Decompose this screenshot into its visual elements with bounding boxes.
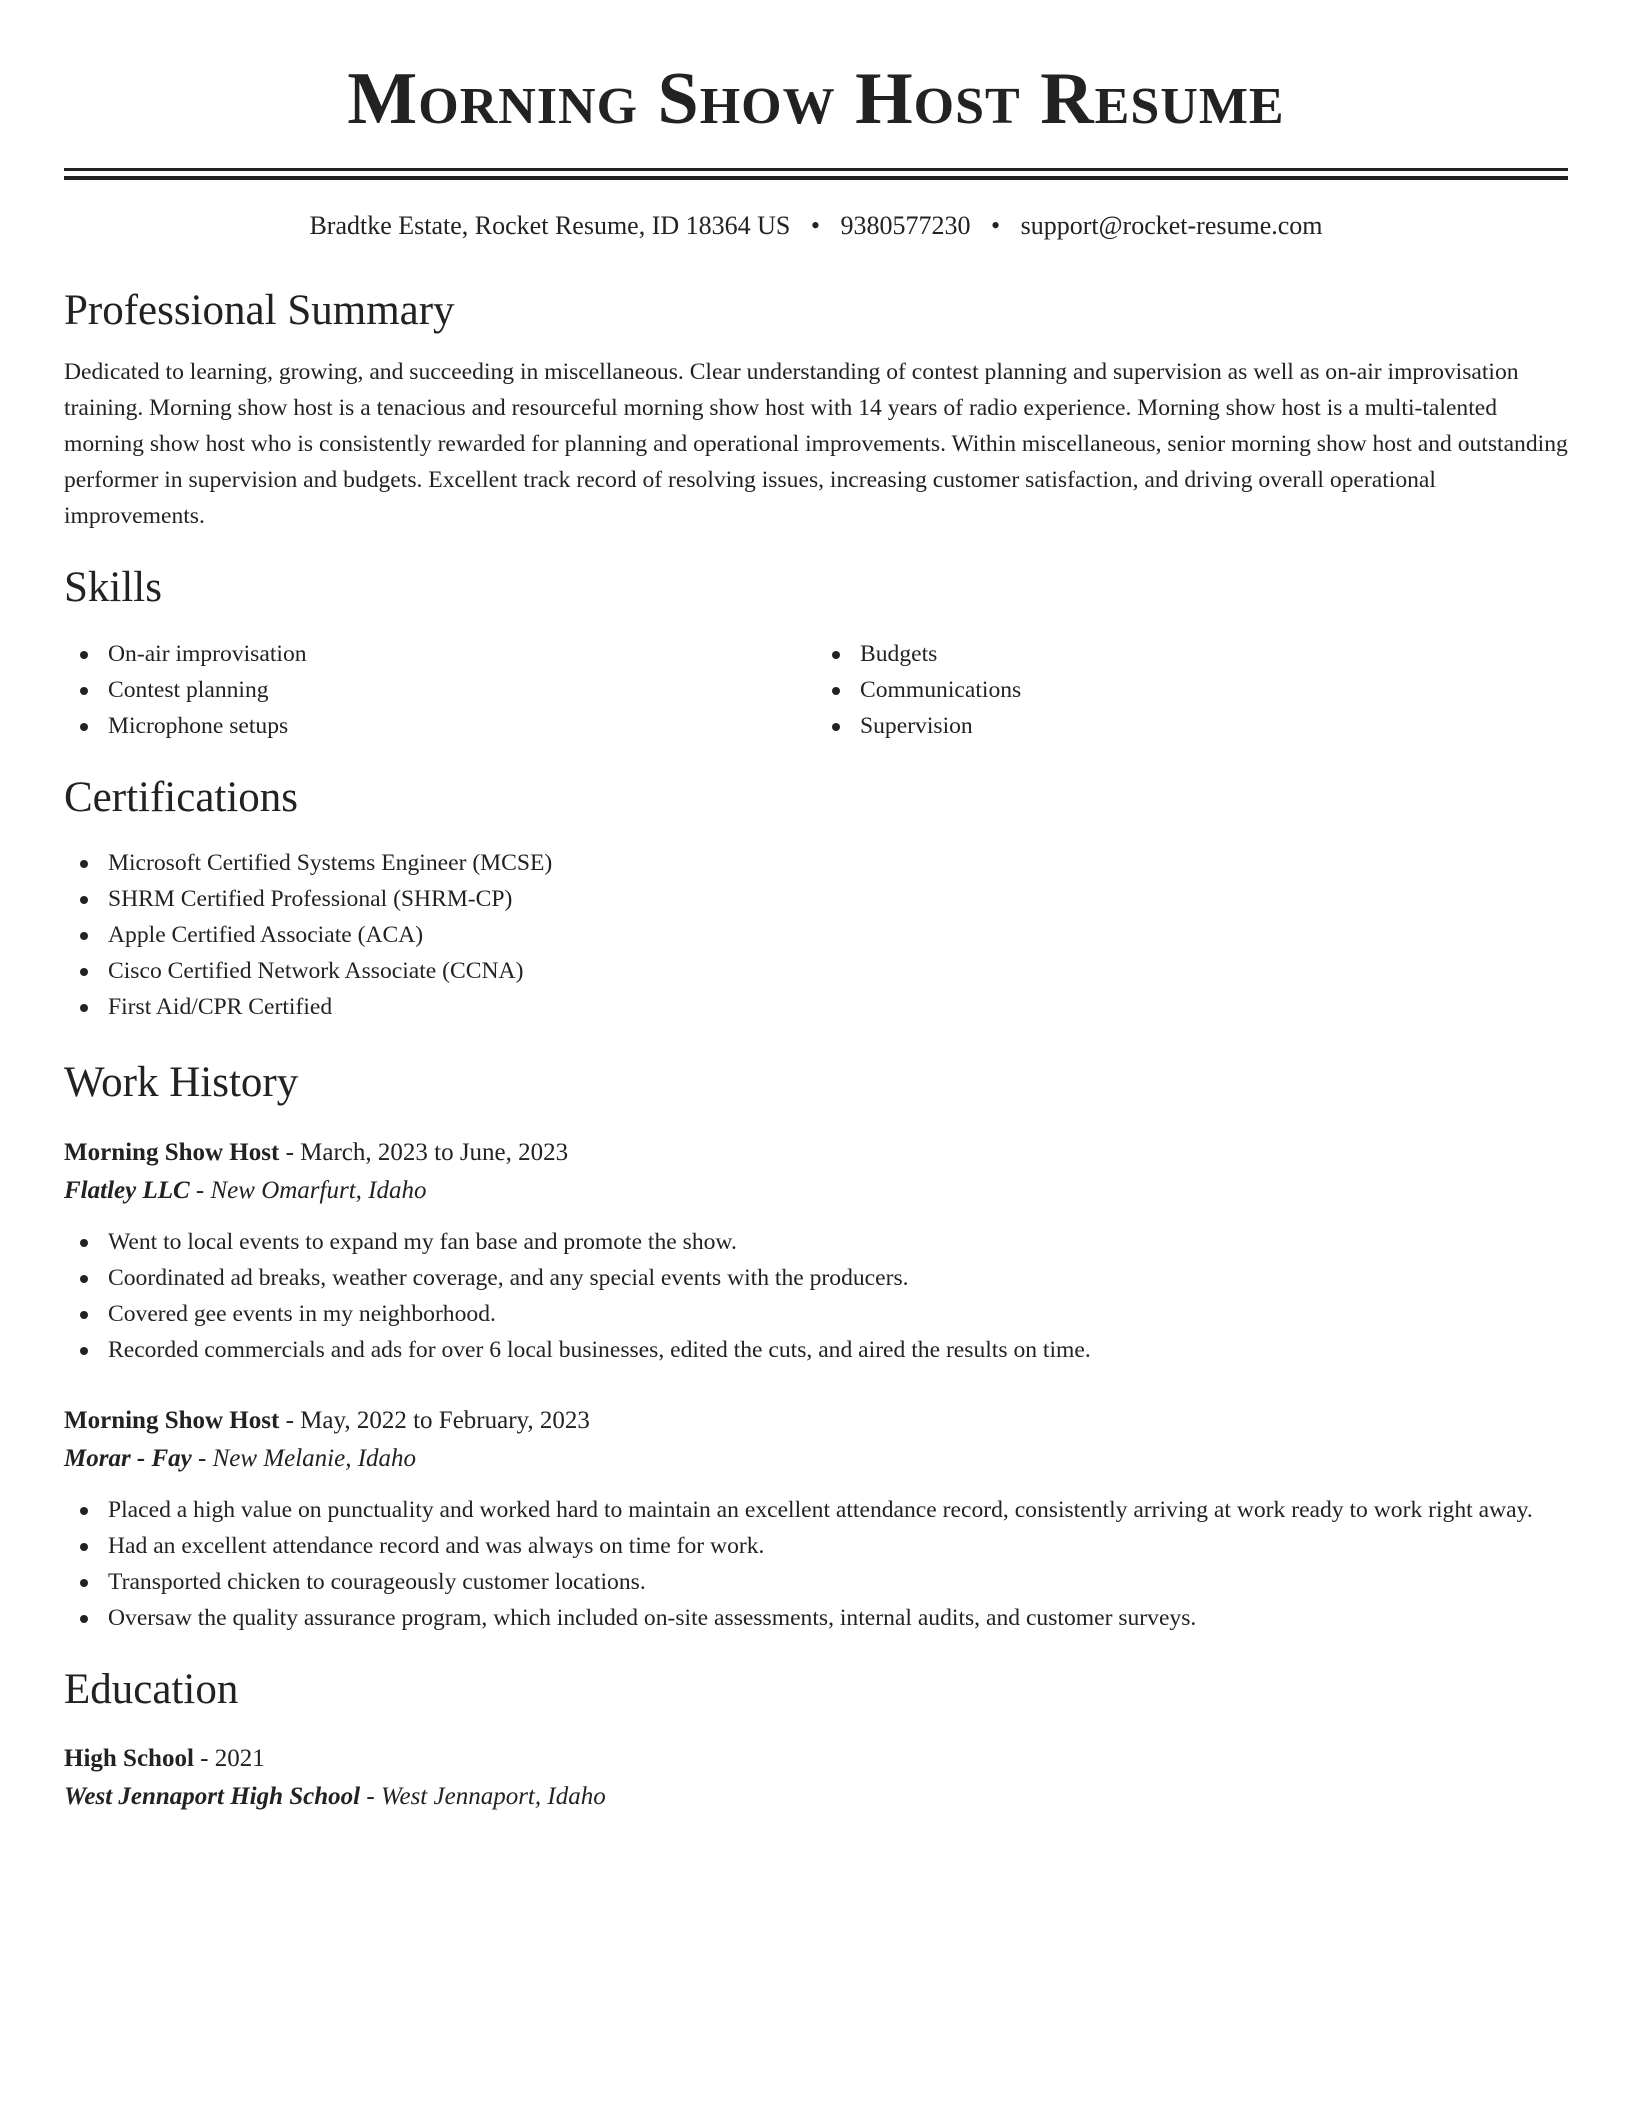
contact-phone: 9380577230 [840, 211, 971, 240]
school-name: West Jennaport High School [64, 1782, 361, 1810]
divider-line-top [64, 168, 1568, 171]
resume-title: Morning Show Host Resume [347, 58, 1285, 140]
skill-item: On-air improvisation [64, 636, 816, 672]
title-divider [64, 168, 1568, 180]
company-line [64, 1440, 1568, 1478]
work-history-heading: Work History [64, 1059, 299, 1107]
skills-grid [64, 636, 1568, 744]
job-duty-item: Coordinated ad breaks, weather coverage, and any special events with the producers. [64, 1260, 1568, 1296]
job-duty-item: Covered gee events in my neighborhood. [64, 1296, 1568, 1332]
degree-line [64, 1740, 1568, 1778]
divider-line-bottom [64, 176, 1568, 180]
job-title-line [64, 1134, 1568, 1172]
contact-line [64, 210, 1568, 241]
job-duty-item: Transported chicken to courageously customer locations. [64, 1564, 1568, 1600]
job-entry [64, 1134, 1568, 1368]
contact-separator: • [991, 211, 1001, 240]
education-heading: Education [64, 1666, 239, 1714]
job-title-line [64, 1402, 1568, 1440]
contact-email: support@rocket-resume.com [1020, 211, 1323, 240]
skill-item: Microphone setups [64, 708, 816, 744]
skills-list-left [64, 636, 816, 744]
company-name: Flatley LLC [64, 1177, 190, 1205]
company-name: Morar - Fay [64, 1445, 192, 1473]
job-dates: - March, 2023 to June, 2023 [285, 1139, 569, 1167]
school-location: - West Jennaport, Idaho [366, 1782, 606, 1810]
skills-list-right [816, 636, 1568, 744]
job-duty-item: Placed a high value on punctuality and worked hard to maintain an excellent attendance record, consistently arriving at work ready to work right away. [64, 1492, 1568, 1528]
job-duty-item: Oversaw the quality assurance program, which included on-site assessments, internal audits, and customer surveys. [64, 1600, 1568, 1636]
school-line [64, 1778, 1568, 1816]
job-duty-item: Recorded commercials and ads for over 6 local businesses, edited the cuts, and aired the results on time. [64, 1332, 1568, 1368]
company-line [64, 1172, 1568, 1210]
job-dates: - May, 2022 to February, 2023 [285, 1407, 590, 1435]
certification-item: Apple Certified Associate (ACA) [64, 917, 1568, 953]
skill-item: Supervision [816, 708, 1568, 744]
skill-item: Contest planning [64, 672, 816, 708]
certifications-heading: Certifications [64, 773, 299, 821]
job-duty-item: Had an excellent attendance record and was always on time for work. [64, 1528, 1568, 1564]
company-location: - New Omarfurt, Idaho [195, 1177, 427, 1205]
summary-text: Dedicated to learning, growing, and succeeding in miscellaneous. Clear understanding of contest planning and supervision as well as on-air improvisation training. Morning show host is a tenacious and resourceful morning show host with 14 years of radio experience. Morning show host is a multi-talented morning show host who is consistently rewarded for planning and operational improvements. Within miscellaneous, senior morning show host and outstanding performer in supervision and budgets. Excellent track record of resolving issues, increasing customer satisfaction, and driving overall operational improvements. [64, 359, 1568, 530]
certification-item: Microsoft Certified Systems Engineer (MCSE) [64, 845, 1568, 881]
summary-heading: Professional Summary [64, 287, 455, 335]
certification-item: SHRM Certified Professional (SHRM-CP) [64, 881, 1568, 917]
certification-item: Cisco Certified Network Associate (CCNA) [64, 953, 1568, 989]
graduation-year: - 2021 [200, 1744, 265, 1772]
skill-item: Communications [816, 672, 1568, 708]
degree-name: High School [64, 1744, 194, 1772]
skill-item: Budgets [816, 636, 1568, 672]
company-location: - New Melanie, Idaho [198, 1445, 417, 1473]
certification-item: First Aid/CPR Certified [64, 989, 1568, 1025]
job-duties-list [64, 1224, 1568, 1368]
job-title: Morning Show Host [64, 1407, 280, 1435]
job-duty-item: Went to local events to expand my fan base and promote the show. [64, 1224, 1568, 1260]
contact-separator: • [810, 211, 820, 240]
job-entry [64, 1402, 1568, 1636]
job-duties-list [64, 1492, 1568, 1636]
education-entry [64, 1740, 1568, 1816]
certifications-list [64, 845, 1568, 1025]
contact-address: Bradtke Estate, Rocket Resume, ID 18364 US [309, 211, 791, 240]
job-title: Morning Show Host [64, 1139, 280, 1167]
skills-heading: Skills [64, 564, 162, 612]
